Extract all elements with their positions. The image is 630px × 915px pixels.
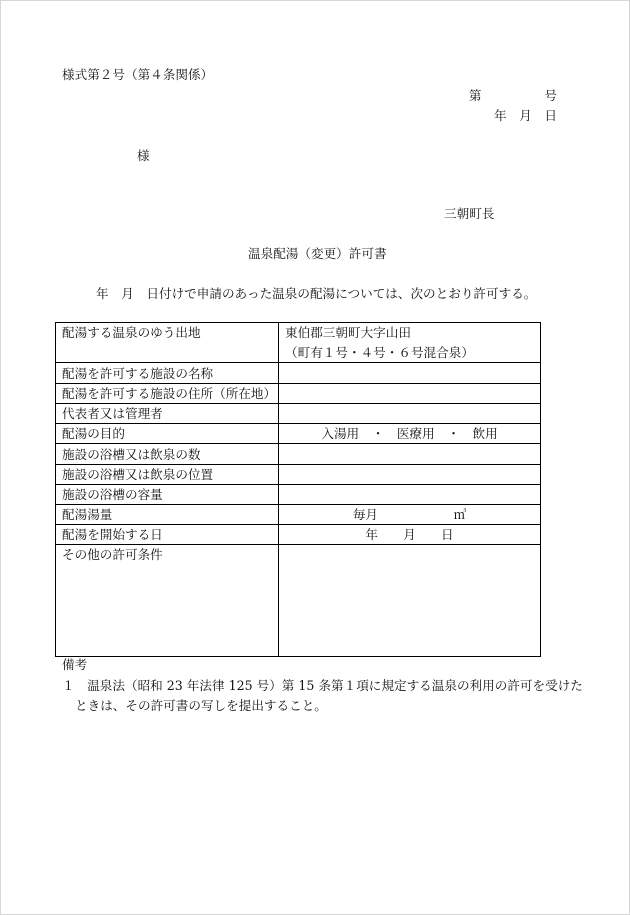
row-label-bath-location: 施設の浴槽又は飲泉の位置 <box>56 465 279 485</box>
issue-date-line: 年 月 日 <box>494 108 557 123</box>
row-value-facility-name <box>279 363 541 384</box>
row-label-supply-volume: 配湯湯量 <box>56 505 279 525</box>
row-label-bath-count: 施設の浴槽又は飲泉の数 <box>56 444 279 465</box>
remarks-heading: 備考 <box>62 657 88 672</box>
row-label-spring-source: 配湯する温泉のゆう出地 <box>56 323 279 363</box>
permit-statement: 年 月 日付けで申請のあった温泉の配湯については、次のとおり許可する。 <box>96 286 537 301</box>
document-number-line: 第 号 <box>468 88 557 103</box>
row-value-representative <box>279 404 541 424</box>
row-value-bath-location <box>279 465 541 485</box>
row-value-facility-address <box>279 384 541 404</box>
remark-number: １ <box>62 678 75 693</box>
row-value-start-date: 年 月 日 <box>279 525 541 545</box>
row-label-bath-capacity: 施設の浴槽の容量 <box>56 485 279 505</box>
form-number: 様式第２号（第４条関係） <box>62 67 214 82</box>
row-label-facility-address: 配湯を許可する施設の住所（所在地） <box>56 384 279 404</box>
row-label-other-conditions: その他の許可条件 <box>56 545 279 657</box>
issuer-name: 三朝町長 <box>444 206 495 221</box>
row-value-spring-source <box>279 323 541 363</box>
row-value-bath-count <box>279 444 541 465</box>
row-value-purpose: 入湯用 ・ 医療用 ・ 飲用 <box>279 424 541 444</box>
spring-source-note: （町有１号・４号・６号混合泉） <box>285 345 474 360</box>
addressee-honorific: 様 <box>137 148 150 163</box>
row-label-representative: 代表者又は管理者 <box>56 404 279 424</box>
row-value-other-conditions <box>279 545 541 657</box>
row-label-facility-name: 配湯を許可する施設の名称 <box>56 363 279 384</box>
permit-details-table <box>55 322 541 657</box>
row-label-start-date: 配湯を開始する日 <box>56 525 279 545</box>
row-value-supply-volume: 毎月 ㎥ <box>279 505 541 525</box>
spring-source-address: 東伯郡三朝町大字山田 <box>285 325 411 340</box>
remark-item <box>62 676 583 696</box>
remark-text-line: 温泉法（昭和 23 年法律 125 号）第 15 条第１項に規定する温泉の利用の許可を受けた <box>87 678 583 693</box>
row-label-purpose: 配湯の目的 <box>56 424 279 444</box>
row-value-bath-capacity <box>279 485 541 505</box>
remark-text-line: ときは、その許可書の写しを提出すること。 <box>75 698 327 713</box>
document-title: 温泉配湯（変更）許可書 <box>248 246 387 261</box>
